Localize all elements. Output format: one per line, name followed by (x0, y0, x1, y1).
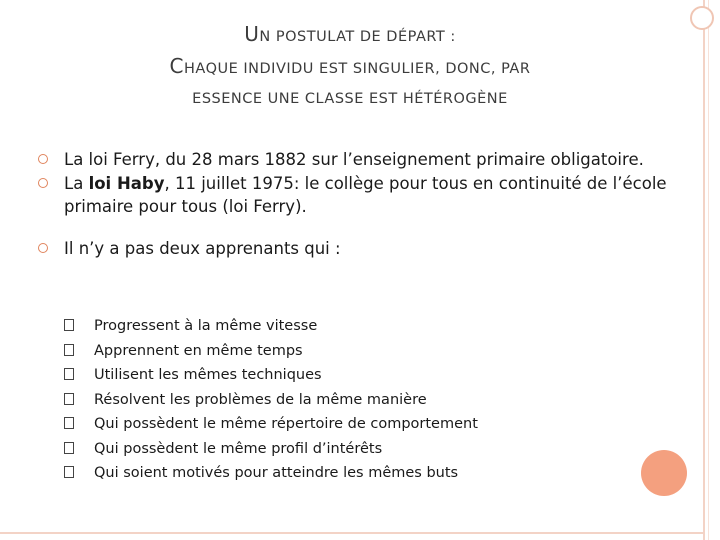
square-bullet-icon (64, 393, 74, 405)
square-bullet-icon (64, 368, 74, 380)
title-line-2-initial: C (169, 54, 185, 78)
right-border-line (703, 0, 705, 540)
bullet-list (38, 148, 688, 260)
bullet-item (38, 237, 688, 260)
sub-bullet-item (64, 437, 624, 462)
bullet-ring-icon (38, 243, 48, 253)
sub-bullet-item (64, 363, 624, 388)
title-line-2-text: HAQUE INDIVIDU EST SINGULIER, DONC, PAR (184, 61, 531, 77)
bullet-text: La loi Ferry, du 28 mars 1882 sur l’enseignement primaire obligatoire. (64, 150, 644, 169)
sub-bullet-text: Résolvent les problèmes de la même manière (94, 391, 427, 408)
sub-bullet-text: Qui soient motivés pour atteindre les mêmes buts (94, 465, 459, 481)
title-line-1-initial: U (244, 22, 260, 46)
bullet-item (38, 148, 688, 171)
sub-bullet-item (64, 314, 624, 339)
title-line-1-text: N POSTULAT DE DÉPART : (259, 29, 456, 45)
square-bullet-icon (64, 442, 74, 454)
right-border-line-thin (708, 0, 709, 540)
sub-bullet-list (64, 314, 624, 486)
sub-bullet-item (64, 412, 624, 437)
sub-bullet-text: Utilisent les mêmes techniques (94, 367, 322, 383)
bottom-border-line (0, 532, 704, 534)
square-bullet-icon (64, 344, 74, 356)
bullet-item (38, 172, 688, 218)
square-bullet-icon (64, 319, 74, 331)
bullet-text: , 11 juillet 1975: le collège pour tous en continuité de l’école primaire pour tous (loi Ferry). (64, 174, 667, 216)
bullet-bold-text: loi Haby (88, 174, 165, 193)
bullet-ring-icon (38, 154, 48, 164)
square-bullet-icon (64, 417, 74, 429)
title-line-2 (30, 54, 670, 78)
sub-bullet-item (64, 388, 624, 413)
sub-bullet-text: Qui possèdent le même répertoire de comportement (94, 416, 478, 432)
title-line-1 (30, 22, 670, 46)
title-line-3 (30, 88, 670, 107)
bullet-text: La (64, 174, 89, 193)
sub-bullet-item (64, 461, 624, 486)
bullet-text: Il n’y a pas deux apprenants qui : (64, 239, 341, 258)
sub-bullet-item (64, 339, 624, 364)
square-bullet-icon (64, 466, 74, 478)
sub-bullet-text: Qui possèdent le même profil d’intérêts (94, 440, 383, 457)
sub-bullet-text: Progressent à la même vitesse (94, 318, 318, 334)
sub-bullet-text: Apprennent en même temps (94, 342, 303, 359)
bullet-ring-icon (38, 178, 48, 188)
accent-circle-decoration (641, 450, 687, 496)
title-line-3-text: ESSENCE UNE CLASSE EST HÉTÉROGÈNE (192, 91, 508, 107)
corner-circle-decoration (690, 6, 714, 30)
